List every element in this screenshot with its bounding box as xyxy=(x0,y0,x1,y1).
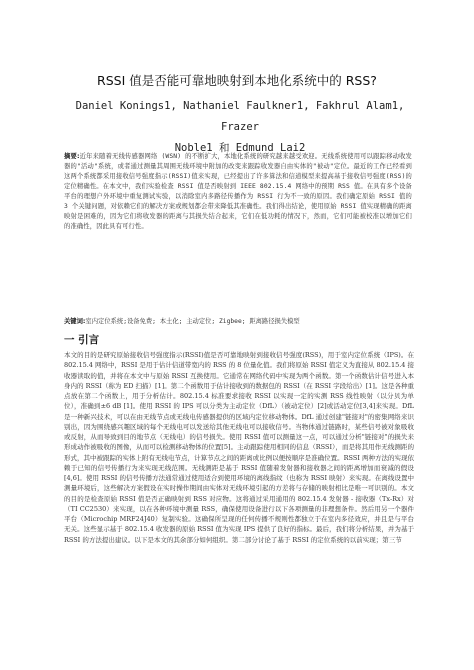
abstract xyxy=(64,152,412,232)
abstract-label: 摘要: xyxy=(64,153,80,160)
keywords xyxy=(64,317,414,327)
introduction-body: 本文的目的是研究原始接收信号强度指示(RSSI)值是否可靠地映射到接收信号强度(RSS)，用于室内定位系统（IPS)。在 802.15.4 网络中，RSSI 是用于估计信道带宽内的 RSS 的 8 位量化值。我们将原始 RSSI 值定义为直接从 802.15.4 接收器读取的值，并将在本文中与原始 RSSI 互换使用。它通常在网络代码中实现为两个函数。第一个函数估计信号进入本身内的 RSSI（称为 ED 扫描）[1]。第二个函数用于估计接收到的数据包的 RSSI（在 RSSI 字段给出）[1]。这是各种重点放在第二个函数上，用于分析估计。802.15.4 标准要求接收 RSSI 以实现一定的实测 RSS 线性映射（以分贝为单位），准确到±6 dB [1]。使用 RSSI 的 IPS 可以分类为主动定位（DfL）（被动定位）[2]或活动定位[3,4]来实现。DfL 是一种新兴技术，可以在由无线节点或无线电传感器提供的区域内定位移动物体。DfL 通过创建"链接对"的密集网络来识别出，因为围绕感兴趣区域的每个无线电可以发送给其他无线电可以接收信号。当物体通过链路时，某些信号被对象吸收或反射，从而导致到目的地节点（无线电）的信号损失。使用 RSSI 值可以测量这一点，可以通过分析"链接对"的损失来形成动作被吸收的图像，从而可以检测移动物体的位置[5]。主动跟踪使用相同的信息（RSSI），而是将其用作无线测距的形式，其中被跟踪的实体上附有无线电节点，计算节点之间的距离或比例以便按顺序是准确位置。RSSI 两种方法的实现依赖于已知的信号传播行为来实现无线范围。无线测距是基于 RSSI 值随着发射器和接收器之间的距离增加而衰减的假设[4,6]。使用 RSSI 的信号传播方法通常通过使用适合到使用环境的离线指纹（也称为 RSSI 映射）来实现。在离线设置中测量环境后，这些解决方案假设在实时操作期间由实体对无线环境引起的方差将与存储的映射相比是唯一可识别的。本文的目的是检查原始 RSSI 值是否正确映射到 RSS 对应物。这将通过采用通用的 802.15.4 发射器 - 接收器（Tx-Rx）对（TI CC2530）来实现，以在各种环境中测量 RSS，确保使用设备进行以下各项测量的非理想条件。然后用另一个器件平台（Microchip MRF24J40）复制实验。这确保所呈现的任何传播不规则性都独立于在室内多径效应，并且是与平台无关。这些显示基于 802.15.4 收发器的原始 RSSI 值为实现 IPS 提供了良好的指标。最后，我们将分析结果，并为基于 RSSI 的方法提出建议。以下是本文的其余部分如何组织。第二部分讨论了基于 RSSI 的定位系统的以前实现；第三节 xyxy=(64,351,414,544)
keywords-label: 关键词: xyxy=(64,318,86,325)
author-list xyxy=(60,96,420,159)
abstract-text: 近年来随着无线传感器网络 (WSN) 的不断扩大，本地化系统的研究越来越受欢迎。无线系统使用可以跟踪移动收发器的"活动"系统，或者通过测量其周围无线环境中附加的改变来跟踪收发器自由实体的"被动"定位。最近的工作已经看到这两个系统都采用接收信号强度指示(RSSI)值来实现，已经提出了许多算法和信道模型来提高基于接收信号强度(RSS)的定位精确性。在本文中，我们实验检查 RSSI 值是否映射到 IEEE 802.15.4 网络中的预期 RSS 值。在具有多个设备平台的理想户外环境中重复测试实验，以消除室内多路径传播作为 RSSI 行为不一致的原因。我们确定原始 RSSI 值的 3 个关键问题，对依赖它们的解决方案或规划都会带来降低其准确性。我们得出结论，使用原始 RSSI 值实现精确的距离映射是困难的，因为它们将收发器的距离与其损失结合起来，它们在低功耗的情况下，然而，它们可能被校准以增加它们的准确性，因此具有可行性。 xyxy=(64,153,413,230)
authors-line-2: Noble1 和 Edmund Lai2 xyxy=(174,142,306,154)
keywords-text: 室内定位系统;设备免费; 本土化; 主动定位; Zigbee; 距离路径损失模型 xyxy=(85,318,300,325)
paper-title: RSSI 值是否能可靠地映射到本地化系统中的 RSS? xyxy=(97,73,377,88)
section-title-introduction: 一 引言 xyxy=(64,334,100,346)
authors-line-1: Daniel Konings1, Nathaniel Faulkner1, Fakhrul Alam1, Frazer xyxy=(75,100,405,133)
